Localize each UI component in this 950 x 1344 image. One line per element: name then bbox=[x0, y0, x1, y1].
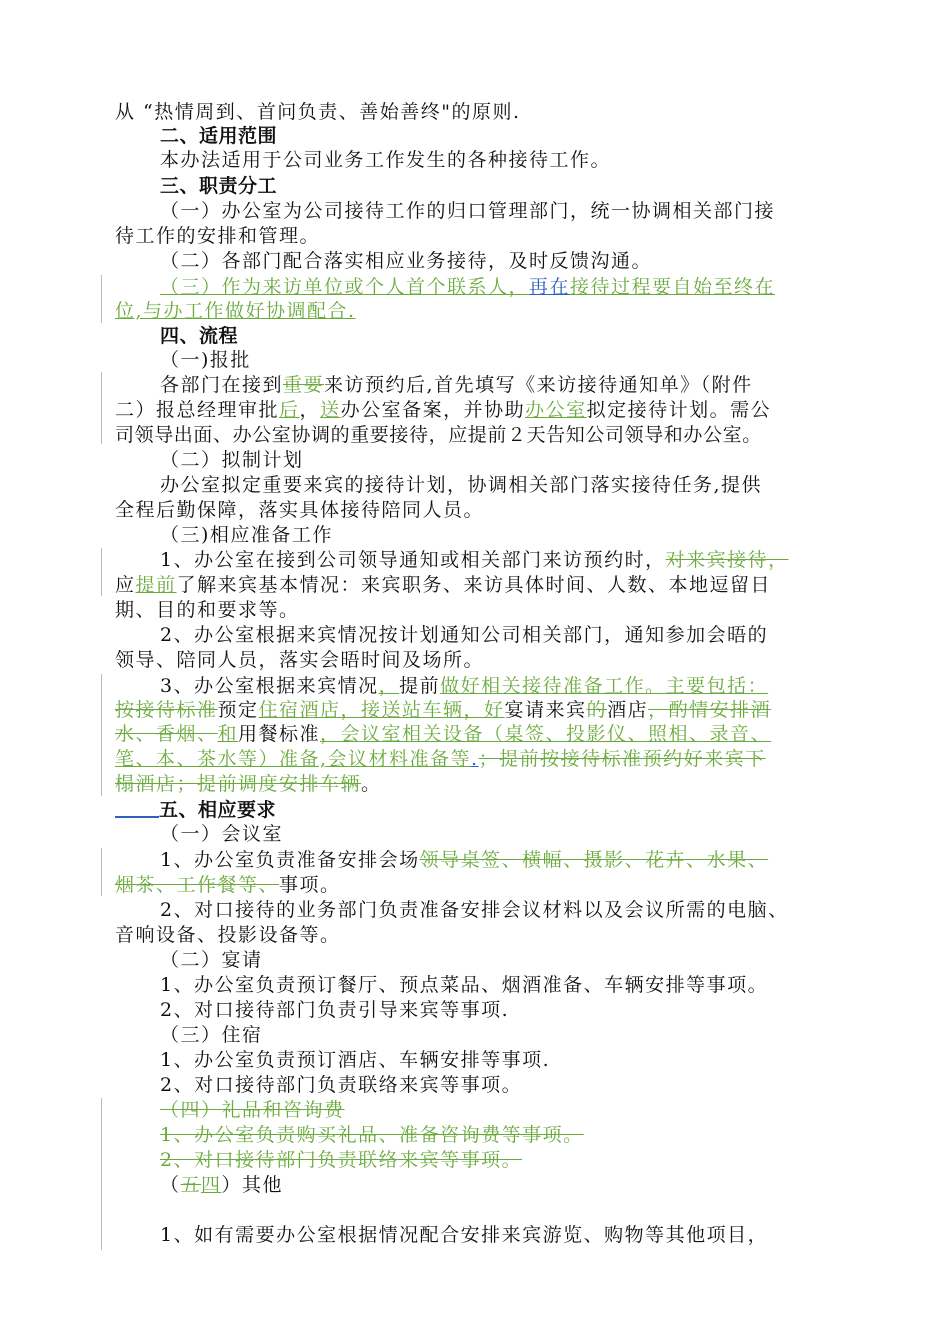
text-line bbox=[160, 373, 753, 397]
section-heading bbox=[115, 798, 276, 822]
deleted-text: 按接待标准 bbox=[115, 699, 218, 721]
text-line: 音响设备、投影设备等。 bbox=[115, 924, 341, 946]
text-line bbox=[115, 873, 341, 897]
deleted-text: 烟茶、工作餐等、 bbox=[115, 874, 280, 896]
text-line bbox=[115, 747, 766, 771]
deleted-text: 的 bbox=[586, 699, 608, 721]
text-run: ）其他 bbox=[221, 1174, 284, 1196]
deleted-text: 对来宾接待， bbox=[665, 549, 789, 571]
text-run: 事项。 bbox=[279, 874, 341, 896]
inserted-text: 送 bbox=[320, 399, 341, 421]
section-heading: 三、职责分工 bbox=[160, 175, 278, 197]
text-run: 各部门在接到 bbox=[160, 374, 284, 396]
inserted-text: 后 bbox=[279, 399, 300, 421]
text-run: 来访预约后,首先填写《来访接待通知单》（附件 bbox=[324, 374, 753, 396]
text-line bbox=[115, 698, 771, 722]
deleted-text: 五 bbox=[180, 1174, 202, 1196]
text-line: 待工作的安排和管理。 bbox=[115, 225, 321, 247]
text-line: 本办法适用于公司业务工作发生的各种接待工作。 bbox=[160, 149, 612, 171]
text-line bbox=[160, 1173, 283, 1197]
text-run: 办公室备案，并协助 bbox=[340, 399, 526, 421]
deleted-text: 2、对口接待部门负责联络来宾等事项。 bbox=[160, 1149, 523, 1171]
text-run: （ bbox=[160, 1174, 181, 1196]
deleted-text: 水、香烟、 bbox=[115, 723, 218, 745]
section-heading: 四、流程 bbox=[160, 325, 239, 347]
text-run: ， bbox=[299, 399, 321, 421]
text-line: （一）办公室为公司接待工作的归口管理部门，统一协调相关部门接 bbox=[160, 200, 776, 222]
section-heading: 二、适用范围 bbox=[160, 125, 278, 147]
deleted-text: ，酌情安排酒 bbox=[648, 699, 772, 721]
text-line: 1、如有需要办公室根据情况配合安排来宾游览、购物等其他项目， bbox=[160, 1224, 769, 1246]
text-line: 全程后勤保障，落实具体接待陪同人员。 bbox=[115, 499, 485, 521]
text-line: 司领导出面、办公室协调的重要接待，应提前２天告知公司领导和办公室。 bbox=[115, 424, 762, 446]
inserted-text: . bbox=[471, 748, 479, 770]
text-line: （二）拟制计划 bbox=[160, 449, 304, 471]
text-run: 预定 bbox=[217, 699, 259, 721]
inserted-blank bbox=[115, 798, 159, 818]
change-bar bbox=[101, 275, 102, 323]
deleted-text: 重要 bbox=[283, 374, 325, 396]
deleted-text: ；提前按接待标准预约好来宾下 bbox=[478, 748, 766, 770]
text-run: 。 bbox=[361, 773, 382, 795]
change-bar bbox=[101, 848, 102, 896]
text-run: 应 bbox=[115, 574, 136, 596]
deleted-text: （四）礼品和咨询费 bbox=[160, 1099, 345, 1121]
text-line: 领导、陪同人员，落实会晤时间及场所。 bbox=[115, 649, 485, 671]
text-line bbox=[115, 299, 356, 323]
inserted-text: 做好相关接待准备工作。主要包括： bbox=[440, 675, 769, 697]
text-line bbox=[160, 1148, 522, 1172]
inserted-text: 提前 bbox=[135, 574, 177, 596]
text-line: 从 “热情周到、首问负责、善始善终"的原则. bbox=[115, 101, 521, 123]
text-run: 1、办公室在接到公司领导通知或相关部门来访预约时， bbox=[160, 549, 666, 571]
inserted-text: 笔、本、茶水等）准备,会议材料准备等 bbox=[115, 748, 472, 770]
text-run: 二）报总经理审批 bbox=[115, 399, 280, 421]
inserted-text: 位,与办工作做好协调配合. bbox=[115, 300, 356, 322]
deleted-text: 榻酒店；提前调度安排车辆 bbox=[115, 773, 362, 795]
text-run: 酒店 bbox=[607, 699, 649, 721]
text-run: 3、办公室根据来宾情况 bbox=[160, 675, 379, 697]
inserted-text: 四 bbox=[201, 1174, 222, 1196]
text-line bbox=[115, 772, 382, 796]
change-bar bbox=[101, 548, 102, 596]
text-line: （三)相应准备工作 bbox=[160, 524, 333, 546]
text-run: 五、相应要求 bbox=[159, 799, 277, 821]
text-line bbox=[160, 848, 768, 872]
text-line bbox=[160, 1123, 584, 1147]
text-line: （三）住宿 bbox=[160, 1024, 263, 1046]
text-run: 用餐标准 bbox=[238, 723, 321, 745]
text-line bbox=[115, 398, 771, 422]
text-line bbox=[115, 573, 771, 597]
text-line: 2、办公室根据来宾情况按计划通知公司相关部门，通知参加会晤的 bbox=[160, 624, 769, 646]
inserted-text: ， bbox=[378, 675, 400, 697]
text-line bbox=[160, 548, 789, 572]
text-line bbox=[160, 1098, 345, 1122]
text-line: 办公室拟定重要来宾的接待计划，协调相关部门落实接待任务,提供 bbox=[160, 474, 763, 496]
inserted-text: 接待过程要自始至终在 bbox=[570, 276, 776, 298]
inserted-text: 和 bbox=[217, 723, 239, 745]
inserted-text: 办公室 bbox=[525, 399, 587, 421]
change-bar bbox=[101, 1098, 102, 1250]
text-run: 1、办公室负责准备安排会场 bbox=[160, 849, 420, 871]
text-line: 2、对口接待部门负责联络来宾等事项。 bbox=[160, 1074, 523, 1096]
text-line bbox=[115, 722, 771, 746]
change-bar bbox=[101, 372, 102, 444]
text-run: 拟定接待计划。需公 bbox=[586, 399, 772, 421]
deleted-text: 领导桌签、横幅、摄影、花卉、水果、 bbox=[419, 849, 769, 871]
text-line bbox=[160, 674, 768, 698]
text-line: （二）各部门配合落实相应业务接待，及时反馈沟通。 bbox=[160, 250, 653, 272]
text-line: 2、对口接待部门负责引导来宾等事项. bbox=[160, 999, 510, 1021]
text-line: 1、办公室负责预订酒店、车辆安排等事项. bbox=[160, 1049, 551, 1071]
text-run: 宴请来宾 bbox=[504, 699, 587, 721]
text-line bbox=[160, 275, 775, 299]
text-line: 1、办公室负责预订餐厅、预点菜品、烟酒准备、车辆安排等事项。 bbox=[160, 974, 769, 996]
change-bar bbox=[101, 674, 102, 796]
inserted-text: ，会议室相关设备（桌签、投影仪、照相、录音、 bbox=[320, 723, 772, 745]
text-line: 2、对口接待的业务部门负责准备安排会议材料以及会议所需的电脑、 bbox=[160, 899, 789, 921]
inserted-text: （三）作为来访单位或个人首个联系人， bbox=[160, 276, 530, 298]
text-run: 了解来宾基本情况：来宾职务、来访具体时间、人数、本地逗留日 bbox=[176, 574, 772, 596]
text-line: （一)报批 bbox=[160, 349, 251, 371]
inserted-text: 住宿酒店，接送站车辆，好 bbox=[258, 699, 505, 721]
inserted-text: 再在 bbox=[529, 276, 571, 298]
deleted-text: 1、办公室负责购买礼品、准备咨询费等事项。 bbox=[160, 1124, 584, 1146]
text-line: （二）宴请 bbox=[160, 949, 263, 971]
text-line: （一）会议室 bbox=[160, 823, 284, 845]
text-line: 期、目的和要求等。 bbox=[115, 599, 300, 621]
text-run: 提前 bbox=[399, 675, 441, 697]
